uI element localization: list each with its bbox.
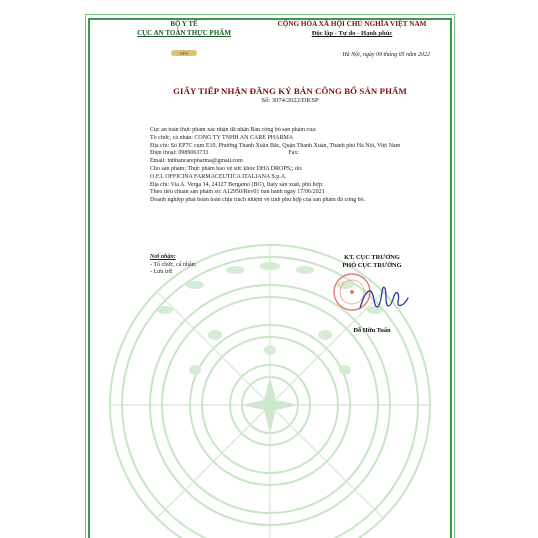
department-name: CỤC AN TOÀN THỰC PHẨM: [137, 29, 231, 37]
recipient-item: - Tổ chức, cá nhân;: [150, 261, 197, 268]
responsibility-line: Doanh nghiệp phải hoàn toàn chịu trách nhiệm về tính phù hợp của sản phẩm đã công bố.: [150, 197, 366, 204]
intro-line: Cục an toàn thực phẩm xác nhận đã nhận Bản công bố sản phẩm của:: [150, 127, 317, 133]
recipient-item: - Lưu trữ.: [150, 269, 174, 276]
phone-fax-line: [150, 150, 446, 158]
manufacturer-address-line: Địa chỉ: Via A. Verga 14, 24127 Bergamo (BG), Italy sản xuất, phù hợp:: [150, 181, 324, 188]
national-motto: Độc lập - Tự do - Hạnh phúc: [311, 30, 393, 37]
document-body: [150, 127, 446, 205]
manufacturer-line: O.F.I. OFFICINA FARMACEUTICA ITALIANA S.p.A.: [150, 173, 287, 180]
recipients-label: Nơi nhận:: [150, 254, 176, 260]
signature-title-2: PHÓ CỤC TRƯỞNG: [342, 262, 402, 269]
phone-text: Điện thoại: 0989063733: [150, 150, 209, 157]
recipients-block: [150, 254, 270, 277]
issuer-header: [118, 20, 250, 38]
document-number: Số: 3074/2022/DKSP: [261, 97, 319, 104]
state-header: [252, 20, 452, 38]
fax-text: Fax:: [288, 150, 299, 157]
signer-name: Đỗ Hữu Tuấn: [353, 327, 391, 334]
issue-date: Hà Nội, ngày 09 tháng 05 năm 2022: [342, 52, 430, 58]
ministry-name: BỘ Y TẾ: [170, 20, 198, 28]
address-line: Địa chỉ: Số EP7C cụm E10, Phường Thanh Xuân Bắc, Quận Thanh Xuân, Thành phố Hà Nội, Việt Nam: [150, 142, 401, 149]
vfa-logo-icon: [171, 43, 197, 56]
signature-block: [312, 254, 432, 270]
document-title: GIẤY TIẾP NHẬN ĐĂNG KÝ BẢN CÔNG BỐ SẢN PHẨM: [173, 86, 407, 96]
organization-line: Tổ chức, cá nhân: CÔNG TY TNHH AN CARE PHARMA: [150, 134, 294, 141]
signature-title-1: KT. CỤC TRƯỞNG: [344, 254, 400, 261]
email-line: Email: tnhhancarepharma@gmail.com: [150, 158, 243, 165]
product-line: Cho sản phẩm: Thực phẩm bảo vệ sức khỏe DHA DROPS;; do:: [150, 165, 303, 172]
state-name: CỘNG HÒA XÃ HỘI CHỦ NGHĨA VIỆT NAM: [277, 20, 427, 28]
svg-text:VFA: VFA: [179, 50, 189, 56]
handwritten-signature-icon: [356, 278, 412, 318]
standard-line: Theo tiêu chuẩn sản phẩm số: A12950/Rev01 ban hành ngày 17/06/2021: [150, 189, 325, 196]
